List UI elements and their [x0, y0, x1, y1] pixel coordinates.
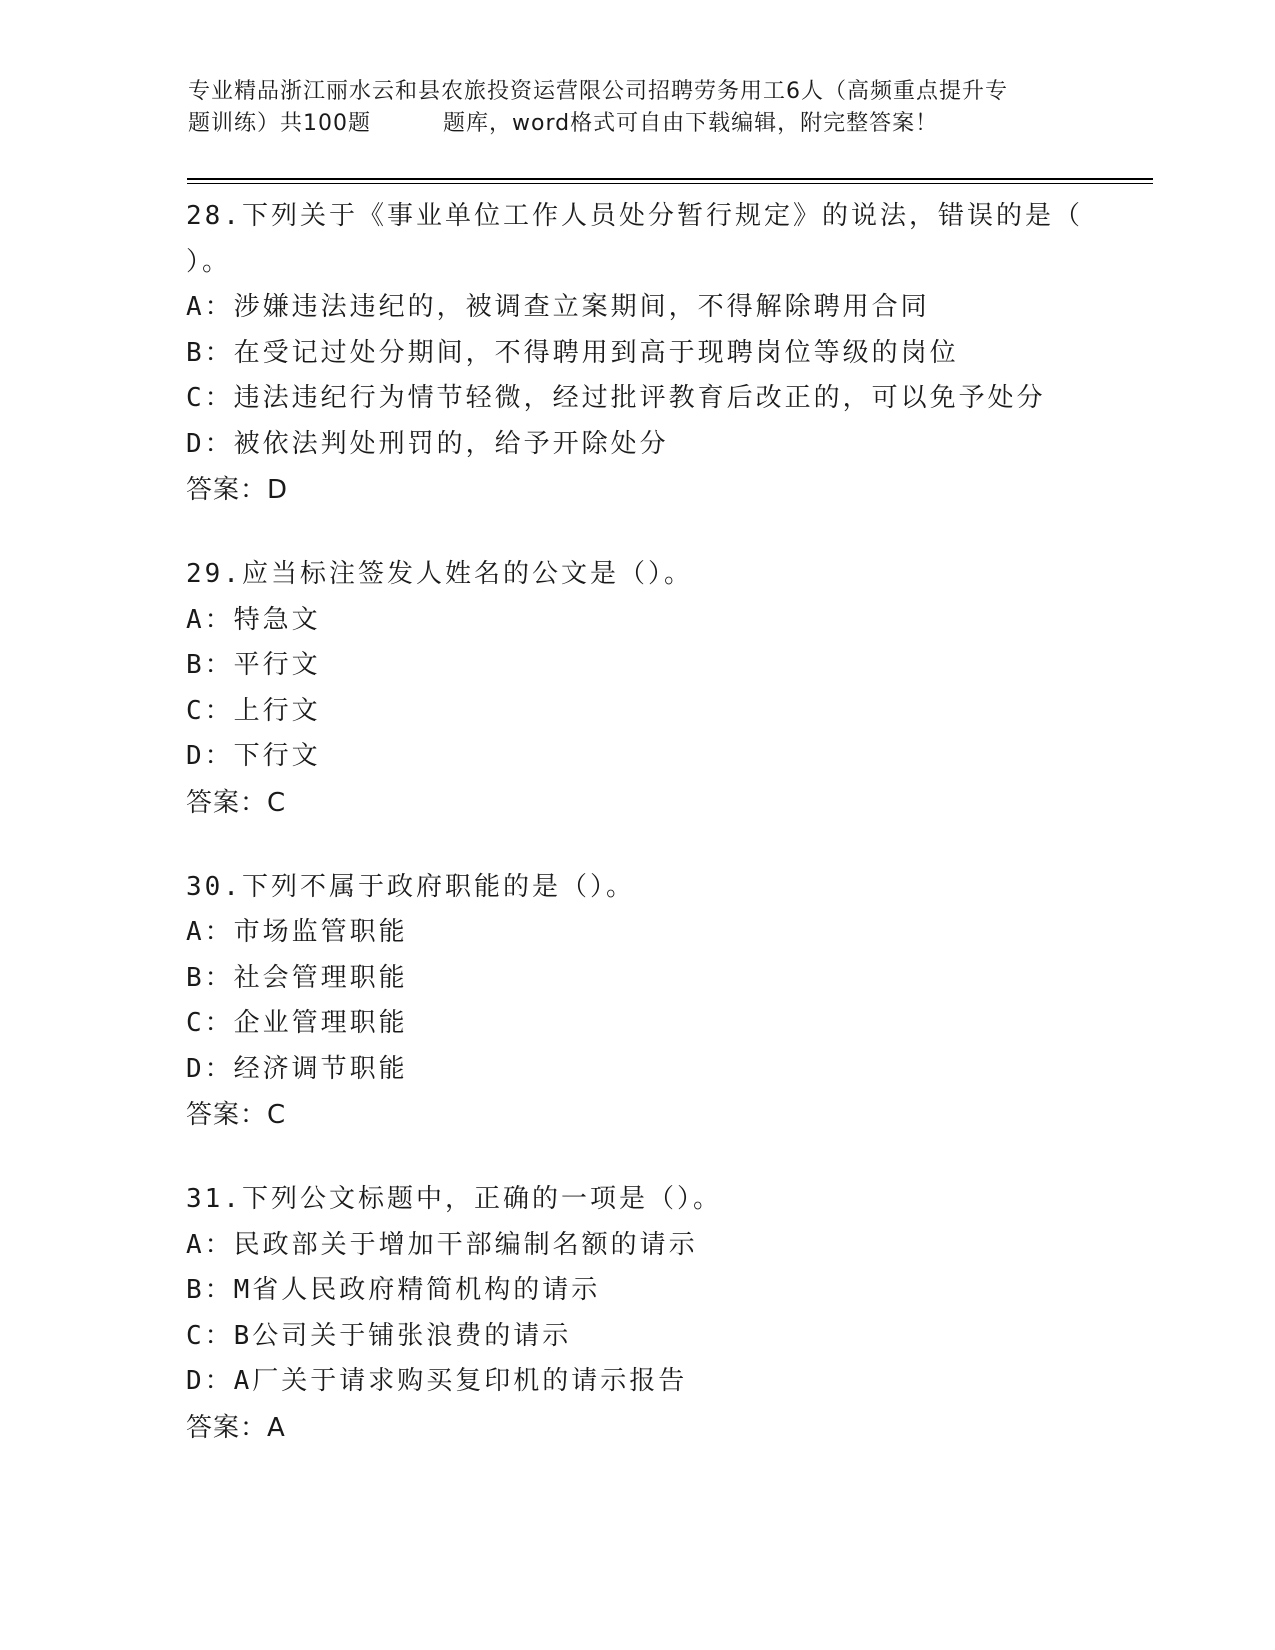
option-c: C：企业管理职能 — [186, 1008, 408, 1038]
option-a: A：特急文 — [186, 604, 321, 635]
option-c: C：上行文 — [186, 695, 321, 726]
question-stem: 29.应当标注签发人姓名的公文是（）。 — [186, 559, 693, 589]
answer-line: 答案：D — [186, 475, 289, 505]
page-header — [188, 76, 1088, 140]
question-stem: 30.下列不属于政府职能的是（）。 — [186, 871, 635, 902]
header-title-line2-part2: 题库，word格式可自由下载编辑，附完整答案！ — [443, 111, 939, 136]
option-d: D：经济调节职能 — [186, 1053, 408, 1084]
answer-line: 答案：A — [186, 1412, 286, 1443]
question-30 — [186, 865, 1146, 1139]
option-a: A：民政部关于增加干部编制名额的请示 — [186, 1229, 698, 1260]
option-d: D：下行文 — [186, 741, 321, 771]
option-a: A：市场监管职能 — [186, 917, 408, 947]
option-b: B：社会管理职能 — [186, 962, 408, 993]
option-b: B：M省人民政府精简机构的请示 — [186, 1275, 601, 1305]
option-a: A：涉嫌违法违纪的，被调查立案期间，不得解除聘用合同 — [186, 292, 930, 322]
question-31 — [186, 1177, 1146, 1451]
question-stem: 28.下列关于《事业单位工作人员处分暂行规定》的说法，错误的是（ — [186, 201, 1083, 231]
question-28 — [186, 194, 1146, 513]
question-list — [186, 194, 1146, 1490]
answer-line: 答案：C — [186, 1100, 287, 1130]
question-stem-continued: ）。 — [186, 246, 232, 277]
header-title-line2-part1: 题训练）共100题 — [188, 111, 371, 136]
question-stem: 31.下列公文标题中，正确的一项是（）。 — [186, 1184, 722, 1214]
option-d: D：A厂关于请求购买复印机的请示报告 — [186, 1366, 688, 1396]
option-b: B：平行文 — [186, 650, 321, 680]
option-b: B：在受记过处分期间，不得聘用到高于现聘岗位等级的岗位 — [186, 337, 959, 368]
header-title-line2 — [188, 108, 1088, 140]
option-c: C：违法违纪行为情节轻微，经过批评教育后改正的，可以免予处分 — [186, 383, 1046, 413]
header-title-line1: 专业精品浙江丽水云和县农旅投资运营限公司招聘劳务用工6人（高频重点提升专 — [188, 79, 1008, 104]
option-c: C：B公司关于铺张浪费的请示 — [186, 1320, 572, 1351]
answer-line: 答案：C — [186, 787, 287, 818]
header-divider-thick — [187, 178, 1153, 180]
option-d: D：被依法判处刑罚的，给予开除处分 — [186, 428, 669, 459]
header-divider-thin — [187, 183, 1153, 184]
question-29 — [186, 552, 1146, 826]
